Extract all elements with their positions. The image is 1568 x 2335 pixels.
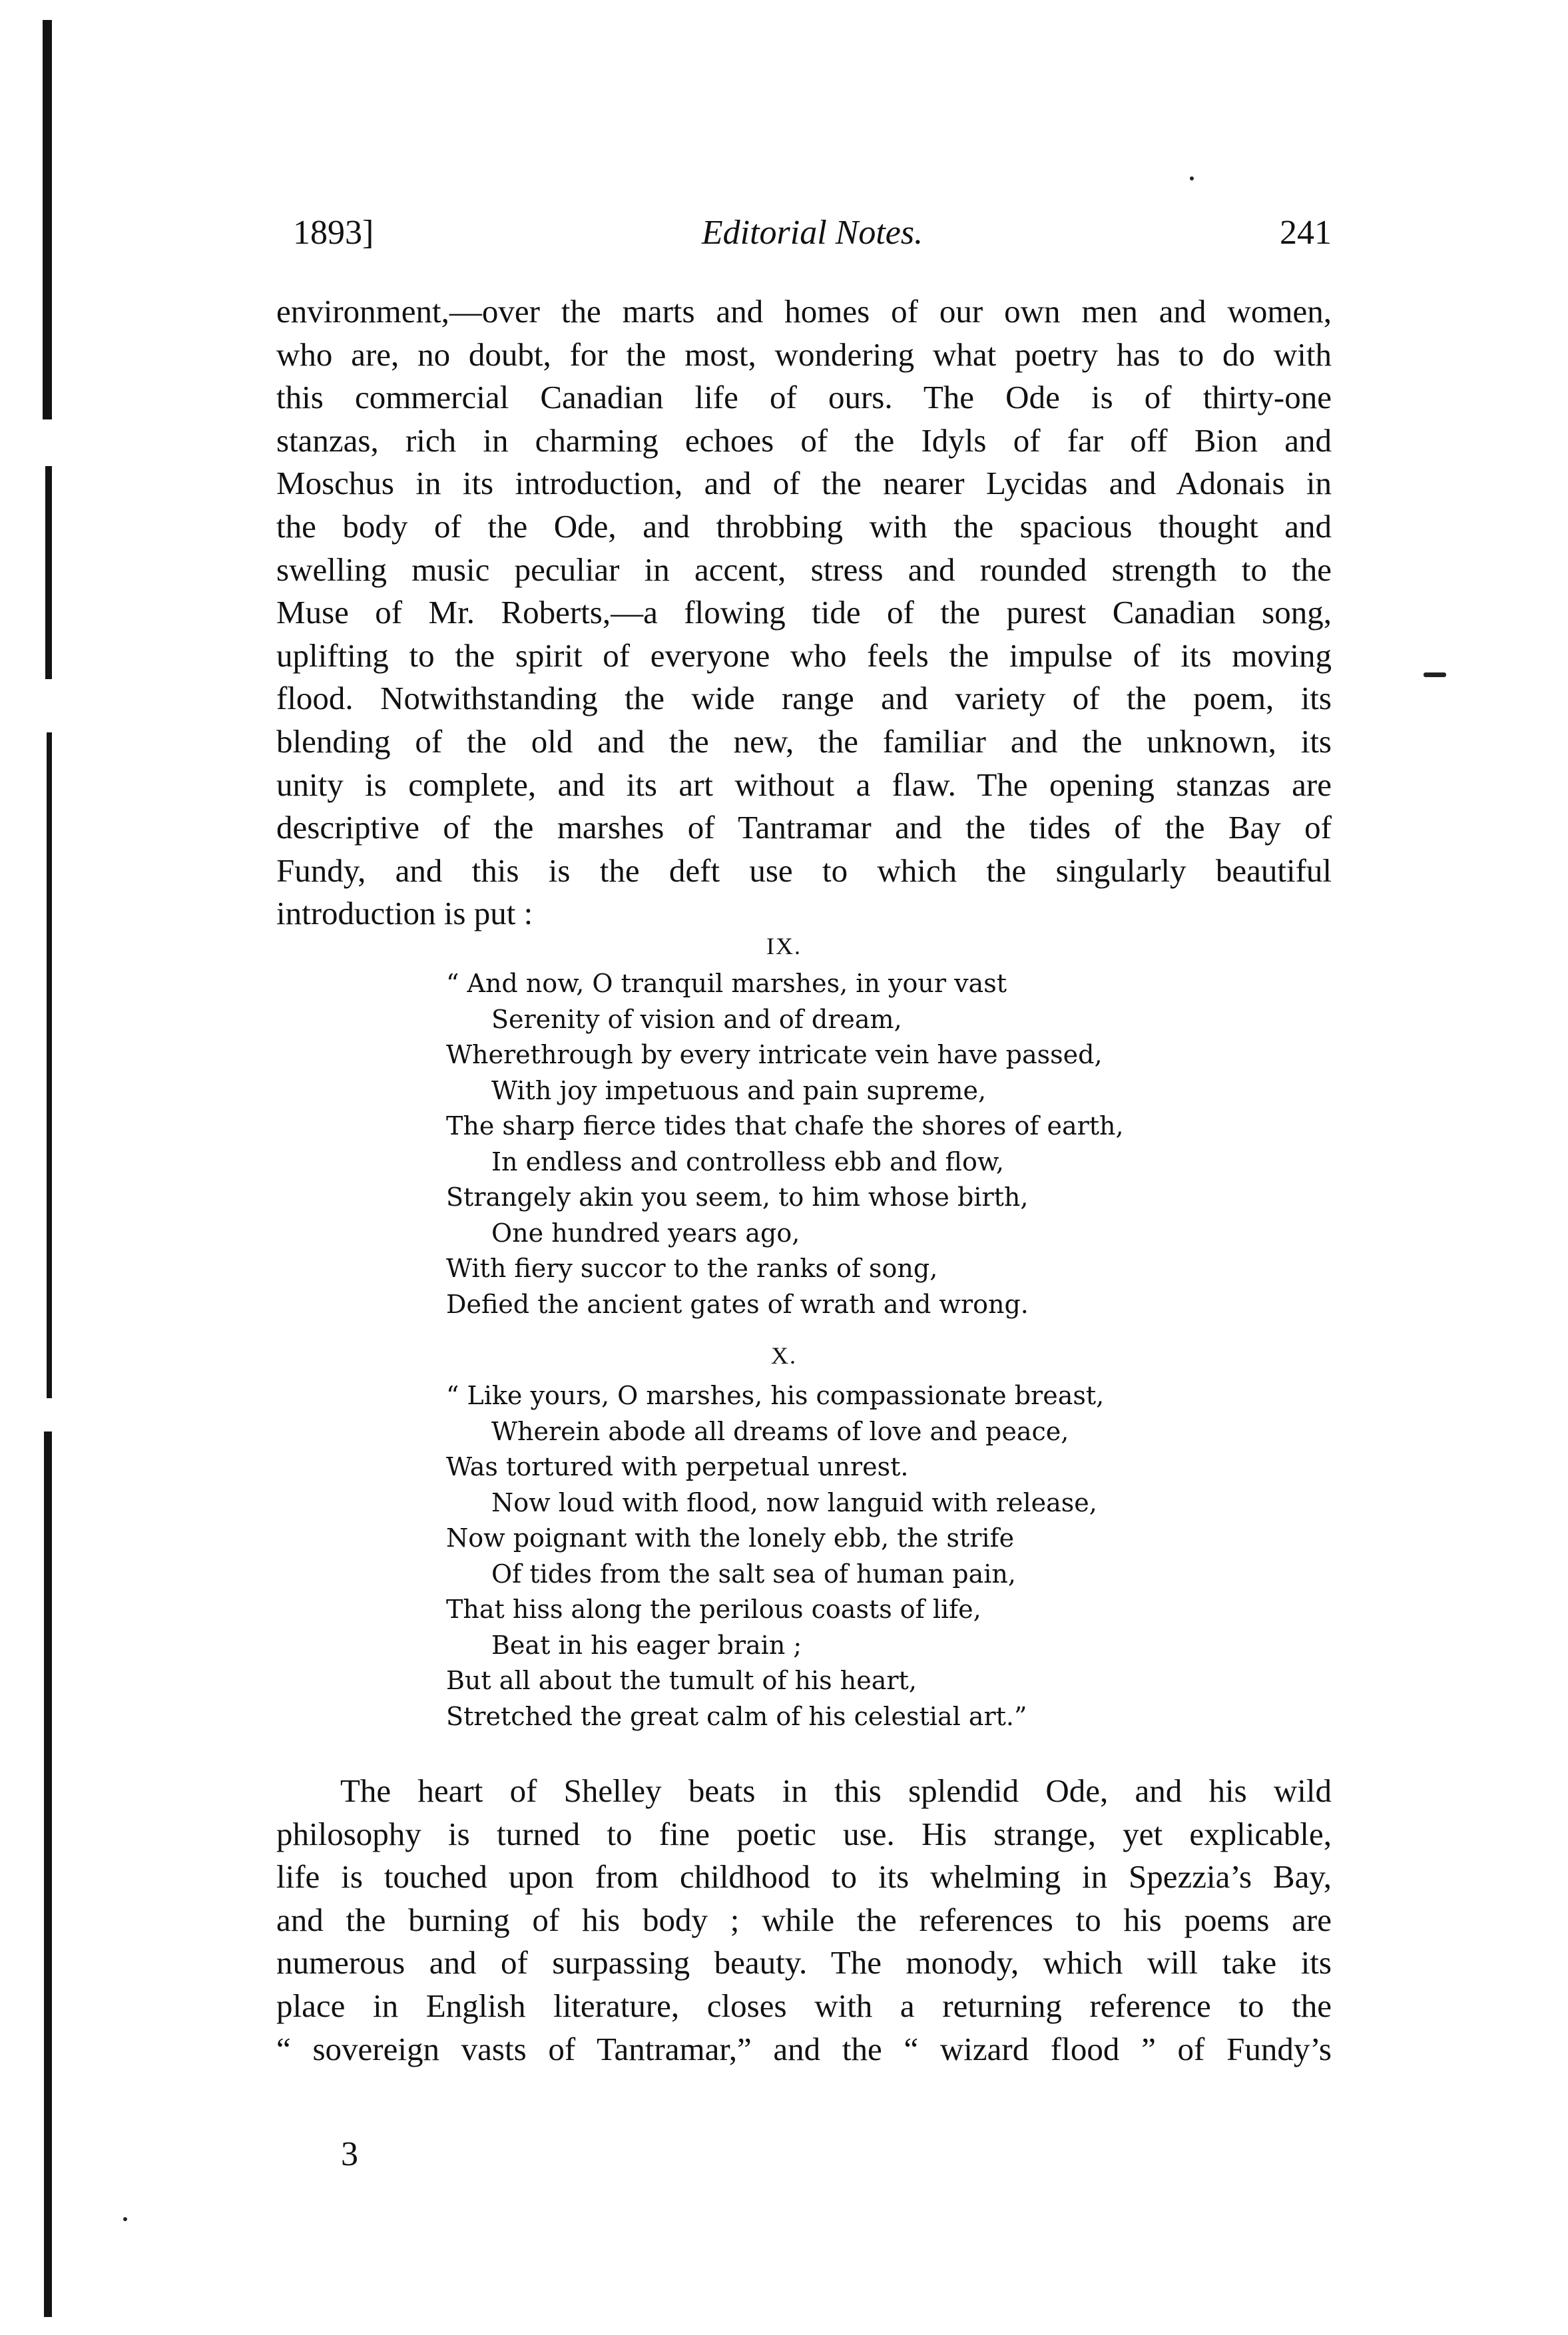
- running-head: [293, 213, 1332, 266]
- text-line: introduction is put :: [276, 895, 533, 932]
- verse-line: With fiery succor to the ranks of song,: [446, 1254, 938, 1283]
- verse-line: Of tides from the salt sea of human pain,: [491, 1559, 1016, 1589]
- verse-line: Now poignant with the lonely ebb, the strife: [446, 1523, 1015, 1553]
- text-line: this commercial Canadian life of ours. The Ode is of thirty-one: [276, 379, 1332, 416]
- text-line: stanzas, rich in charming echoes of the Idyls of far off Bion and: [276, 421, 1332, 459]
- scan-speck: [1424, 672, 1446, 677]
- text-line: “ sovereign vasts of Tantramar,” and the “ wizard flood ” of Fundy’s: [276, 2030, 1332, 2067]
- verse-line: Now loud with flood, now languid with release,: [491, 1487, 1097, 1517]
- text-line: swelling music peculiar in accent, stress and rounded strength to the: [276, 551, 1332, 588]
- scan-speck: [1190, 176, 1194, 180]
- body-paragraph-1: [276, 290, 1332, 935]
- text-line: Muse of Mr. Roberts,—a flowing tide of the purest Canadian song,: [276, 594, 1332, 631]
- verse-line: Strangely akin you seem, to him whose birth,: [446, 1182, 1029, 1212]
- verse-line: Beat in his eager brain ;: [491, 1630, 802, 1660]
- scan-edge-shadow: [45, 466, 52, 679]
- stanza-number: X.: [771, 1342, 797, 1369]
- running-head-title: Editorial Notes.: [701, 214, 923, 252]
- text-line: and the burning of his body ; while the references to his poems are: [276, 1901, 1332, 1938]
- body-paragraph-2: [276, 1770, 1332, 2071]
- verse-line: Wherethrough by every intricate vein have passed,: [446, 1040, 1103, 1069]
- verse-line: Wherein abode all dreams of love and peace,: [491, 1416, 1069, 1446]
- text-line: unity is complete, and its art without a flaw. The opening stanzas are: [276, 766, 1332, 803]
- verse-line: The sharp fierce tides that chafe the shores of earth,: [446, 1111, 1124, 1141]
- text-line: place in English literature, closes with a returning reference to the: [276, 1987, 1332, 2024]
- scan-edge-shadow: [43, 20, 52, 419]
- verse-line: One hundred years ago,: [491, 1218, 800, 1248]
- signature-mark: 3: [341, 2135, 358, 2173]
- text-line: numerous and of surpassing beauty. The monody, which will take its: [276, 1944, 1332, 1981]
- running-head-year: 1893]: [293, 214, 374, 252]
- text-line: environment,—over the marts and homes of our own men and women,: [276, 293, 1332, 330]
- text-line: descriptive of the marshes of Tantramar and the tides of the Bay of: [276, 809, 1332, 846]
- text-line: flood. Notwithstanding the wide range and variety of the poem, its: [276, 680, 1332, 717]
- verse-stanza-ix: [446, 966, 1124, 1322]
- stanza-number: IX.: [766, 933, 802, 959]
- text-line: blending of the old and the new, the familiar and the unknown, its: [276, 722, 1332, 760]
- text-line: uplifting to the spirit of everyone who feels the impulse of its moving: [276, 637, 1332, 674]
- verse-line: But all about the tumult of his heart,: [446, 1666, 917, 1695]
- text-line: life is touched upon from childhood to its whelming in Spezzia’s Bay,: [276, 1858, 1332, 1896]
- verse-stanza-x: [446, 1378, 1104, 1734]
- verse-line: With joy impetuous and pain supreme,: [491, 1075, 987, 1105]
- scan-speck: [123, 2217, 127, 2221]
- scan-edge-shadow: [44, 1431, 52, 2317]
- text-line: The heart of Shelley beats in this splendid Ode, and his wild: [340, 1772, 1332, 1809]
- verse-line: Was tortured with perpetual unrest.: [446, 1452, 909, 1481]
- text-line: Moschus in its introduction, and of the nearer Lycidas and Adonais in: [276, 465, 1332, 502]
- page-number: 241: [1280, 214, 1332, 252]
- verse-line: Stretched the great calm of his celestial art.”: [446, 1701, 1027, 1731]
- verse-line: Serenity of vision and of dream,: [491, 1004, 902, 1034]
- verse-line: Defied the ancient gates of wrath and wrong.: [446, 1289, 1029, 1319]
- text-line: who are, no doubt, for the most, wondering what poetry has to do with: [276, 336, 1332, 373]
- verse-line: That hiss along the perilous coasts of life,: [446, 1595, 981, 1624]
- verse-line: In endless and controlless ebb and flow,: [491, 1147, 1005, 1176]
- text-line: the body of the Ode, and throbbing with the spacious thought and: [276, 507, 1332, 545]
- verse-line: “ Like yours, O marshes, his compassionate breast,: [446, 1381, 1105, 1410]
- text-line: philosophy is turned to fine poetic use. His strange, yet explicable,: [276, 1815, 1332, 1852]
- text-line: Fundy, and this is the deft use to which the singularly beautiful: [276, 852, 1332, 889]
- scan-edge-shadow: [47, 732, 52, 1398]
- verse-line: “ And now, O tranquil marshes, in your vast: [446, 969, 1007, 998]
